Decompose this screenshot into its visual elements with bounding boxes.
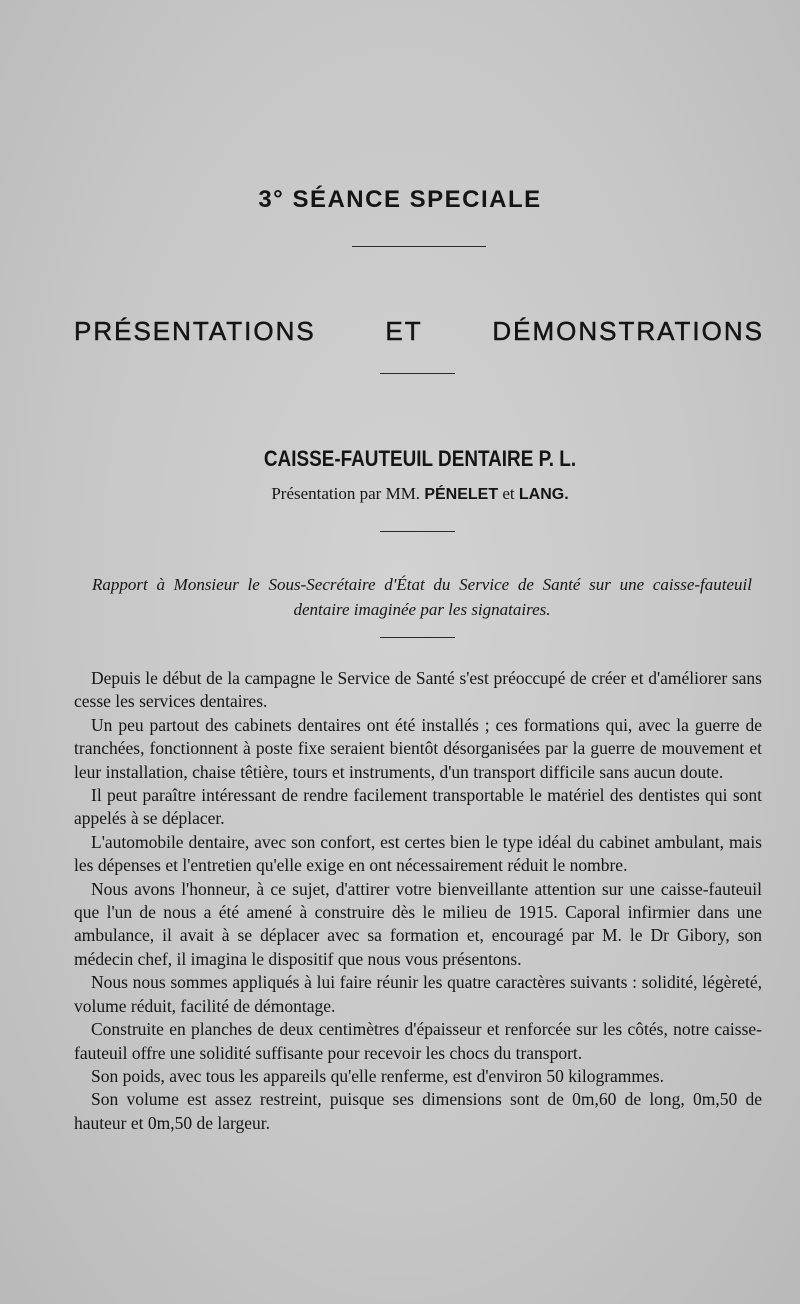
paragraph: Nous avons l'honneur, à ce sujet, d'attirer votre bienveillante attention sur une caisse-fauteuil que l'un de nous a été amené à construire dès le milieu de 1915. Caporal infirmier dans une ambulance, il avait à se déplacer avec sa formation et, encouragé par M. le Dr Gibory, son médecin chef, il imagina le dispositif que nous vous présentons. bbox=[74, 878, 762, 969]
section-title bbox=[74, 316, 764, 347]
paragraph: Nous nous sommes appliqués à lui faire réunir les quatre caractères suivants : solidité, légèreté, volume réduit, facilité de démontage. bbox=[74, 972, 762, 1016]
divider-rule bbox=[380, 531, 455, 532]
paragraph: Son poids, avec tous les appareils qu'elle renferme, est d'environ 50 kilogrammes. bbox=[91, 1065, 664, 1086]
paragraph: Un peu partout des cabinets dentaires ont été installés ; ces formations qui, avec la guerre de tranchées, fonctionnent à poste fixe seraient bientôt désorganisées par la guerre de mouvement et leur installation, chaise têtière, tours et instruments, d'un transport difficile sans aucun doute. bbox=[74, 714, 762, 782]
author-name: PÉNELET bbox=[424, 486, 499, 503]
byline-conjunction: et bbox=[502, 484, 515, 503]
paragraph: L'automobile dentaire, avec son confort, est certes bien le type idéal du cabinet ambulant, mais les dépenses et l'entretien qu'elle exige en ont nécessairement réduit le nombre. bbox=[74, 831, 762, 876]
paragraph: Depuis le début de la campagne le Service de Santé s'est préoccupé de créer et d'améliorer sans cesse les services dentaires. bbox=[74, 668, 762, 712]
report-abstract: Rapport à Monsieur le Sous-Secrétaire d'État du Service de Santé sur une caisse-fauteuil dentaire imaginée par les signataires. bbox=[92, 575, 752, 619]
section-title-word: DÉMONSTRATIONS bbox=[492, 316, 764, 346]
divider-rule bbox=[380, 637, 455, 638]
divider-rule bbox=[380, 373, 455, 374]
paragraph: Construite en planches de deux centimètres d'épaisseur et renforcée sur les côtés, notre caisse-fauteuil offre une solidité suffisante pour recevoir les chocs du transport. bbox=[74, 1019, 762, 1063]
section-title-word: ET bbox=[385, 316, 423, 346]
divider-rule bbox=[352, 246, 486, 247]
body-text bbox=[74, 667, 762, 1135]
paragraph: Il peut paraître intéressant de rendre facilement transportable le matériel des dentistes qui sont appelés à se déplacer. bbox=[74, 785, 762, 829]
session-title: 3° SÉANCE SPECIALE bbox=[258, 186, 542, 213]
byline-prefix: Présentation par MM. bbox=[271, 484, 421, 503]
section-title-word: PRÉSENTATIONS bbox=[74, 316, 316, 346]
paragraph: Son volume est assez restreint, puisque ses dimensions sont de 0m,60 de long, 0m,50 de hauteur et 0m,50 de largeur. bbox=[74, 1089, 762, 1133]
author-name: LANG. bbox=[518, 486, 569, 503]
article-title: CAISSE-FAUTEUIL DENTAIRE P. L. bbox=[263, 446, 577, 471]
byline bbox=[0, 484, 800, 504]
